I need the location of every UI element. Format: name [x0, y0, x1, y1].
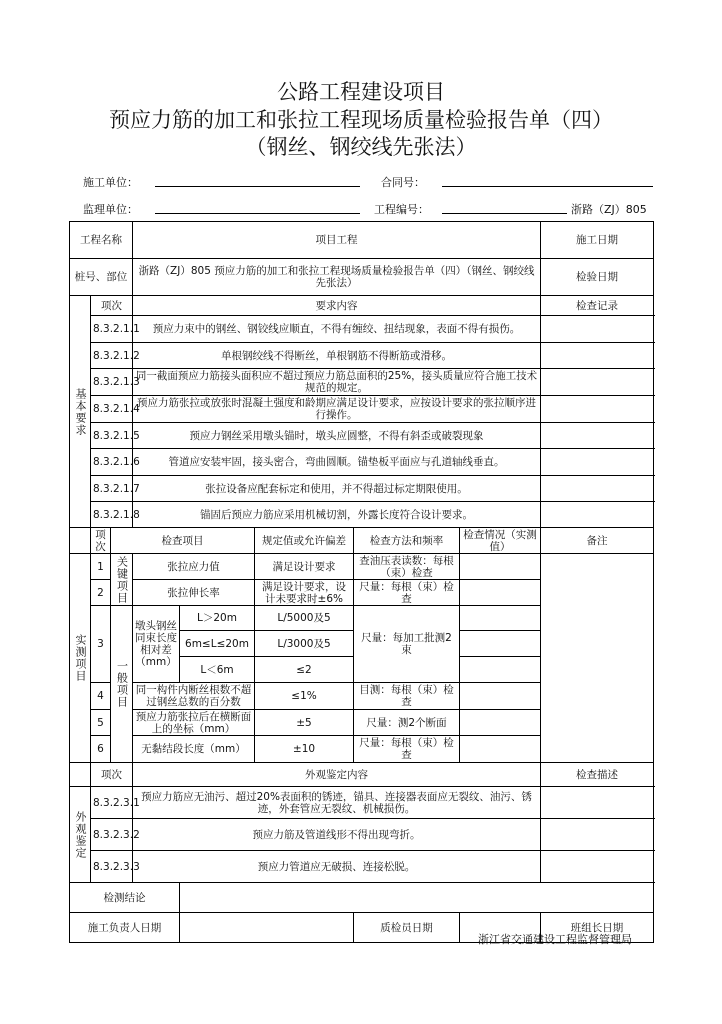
measured-spec: ≤2 [255, 657, 354, 683]
measured-method: 尺量：每加工批测2束 [354, 606, 460, 683]
form-title-line3: （钢丝、钢绞线先张法） [245, 135, 477, 159]
measured-name: 预应力筋张拉后在横断面上的坐标（mm） [133, 710, 255, 736]
basic-record-cell[interactable] [541, 423, 654, 449]
construction-leader-cell[interactable] [180, 913, 354, 943]
appearance-desc-cell[interactable] [541, 819, 654, 851]
measured-check-header: 检查项目 [111, 528, 255, 554]
measured-name: 同一构件内断丝根数不超过钢丝总数的百分数 [133, 683, 255, 710]
basic-code: 8.3.2.1.4 [91, 396, 133, 423]
measured-result-header: 检查情况（实测值） [460, 528, 541, 554]
quality-inspector-label: 质检员日期 [354, 913, 460, 943]
basic-record-cell[interactable] [541, 343, 654, 369]
appearance-corner [70, 763, 91, 787]
measured-method: 目测：每根（束）检查 [354, 683, 460, 710]
basic-record-cell[interactable] [541, 369, 654, 396]
basic-text: 预应力筋张拉或放张时混凝土强度和龄期应满足设计要求，应按设计要求的张拉顺序进行操作。 [133, 396, 541, 423]
measured-name: 张拉伸长率 [133, 580, 255, 606]
measured-name: 无黏结段长度（mm） [133, 736, 255, 763]
key-items-label: 关键项目 [111, 554, 133, 606]
basic-requirements-label: 基本要求 [70, 296, 91, 528]
project-no-field[interactable] [442, 213, 567, 214]
basic-record-cell[interactable] [541, 396, 654, 423]
basic-text: 预应力钢丝采用墩头锚时，墩头应圆整，不得有斜歪或破裂现象 [133, 423, 541, 449]
measured-method: 尺量：每根（束）检查 [354, 580, 460, 606]
length-condition: 6m≤L≤20m [180, 631, 255, 657]
measured-result-cell[interactable] [460, 606, 541, 631]
construction-leader-label: 施工负责人日期 [70, 913, 180, 943]
measured-spec-header: 规定值或允许偏差 [255, 528, 354, 554]
inspection-table [69, 221, 654, 943]
basic-text: 管道应安装牢固，接头密合，弯曲圆顺。锚垫板平面应与孔道轴线垂直。 [133, 449, 541, 476]
measured-result-cell[interactable] [460, 580, 541, 606]
project-item-label: 项目工程 [133, 222, 541, 259]
contract-no-label: 合同号： [381, 176, 425, 189]
measured-result-cell[interactable] [460, 710, 541, 736]
measured-result-cell[interactable] [460, 657, 541, 683]
measured-spec: ±5 [255, 710, 354, 736]
station-label: 桩号、部位 [70, 259, 133, 296]
appearance-code: 8.3.2.3.1 [91, 787, 133, 819]
measured-note-cell[interactable] [541, 554, 654, 763]
basic-record-cell[interactable] [541, 449, 654, 476]
team-leader-label: 班组长日期 [541, 913, 654, 943]
basic-code: 8.3.2.1.6 [91, 449, 133, 476]
form-title-line2: 预应力筋的加工和张拉工程现场质量检验报告单（四） [109, 108, 613, 132]
basic-record-header: 检查记录 [541, 296, 654, 316]
basic-text: 同一截面预应力筋接头面积应不超过预应力筋总面积的25%，接头质量应符合施工技术规范的规定。 [133, 369, 541, 396]
construction-date-label: 施工日期 [541, 222, 654, 259]
measured-spec: 满足设计要求 [255, 554, 354, 580]
measured-spec: ≤1% [255, 683, 354, 710]
measured-spec: L/5000及5 [255, 606, 354, 631]
appearance-code: 8.3.2.3.2 [91, 819, 133, 851]
measured-name: 张拉应力值 [133, 554, 255, 580]
measured-no: 4 [91, 683, 111, 710]
basic-content-header: 要求内容 [133, 296, 541, 316]
basic-item-header: 项次 [91, 296, 133, 316]
contract-no-field[interactable] [442, 186, 653, 187]
basic-code: 8.3.2.1.8 [91, 502, 133, 528]
length-condition: L＞20m [180, 606, 255, 631]
measured-result-cell[interactable] [460, 631, 541, 657]
basic-code: 8.3.2.1.3 [91, 369, 133, 396]
basic-text: 张拉设备应配套标定和使用，并不得超过标定期限使用。 [133, 476, 541, 502]
measured-no: 5 [91, 710, 111, 736]
appearance-desc-cell[interactable] [541, 851, 654, 883]
measured-method: 尺量：每根（束）检查 [354, 736, 460, 763]
appearance-text: 预应力筋应无油污、超过20%表面积的锈迹，锚具、连接器表面应无裂纹、油污、锈迹，外套管应无裂纹、机械损伤。 [133, 787, 541, 819]
basic-code: 8.3.2.1.2 [91, 343, 133, 369]
appearance-item-header: 项次 [91, 763, 133, 787]
construction-unit-label: 施工单位： [83, 176, 138, 189]
measured-method: 查油压表读数：每根（束）检查 [354, 554, 460, 580]
basic-code: 8.3.2.1.1 [91, 316, 133, 343]
measured-name: 墩头钢丝同束长度相对差（mm） [133, 606, 180, 683]
station-value[interactable]: 浙路（ZJ）805 预应力筋的加工和张拉工程现场质量检验报告单（四）（钢丝、钢绞线先张法） [133, 259, 541, 296]
appearance-label: 外观鉴定 [70, 787, 91, 883]
measured-no: 1 [91, 554, 111, 580]
inspection-date-label: 检验日期 [541, 259, 654, 296]
conclusion-label: 检测结论 [70, 883, 180, 913]
measured-items-label: 实测项目 [70, 554, 91, 763]
basic-text: 单根钢绞线不得断丝，单根钢筋不得断筋或滑移。 [133, 343, 541, 369]
appearance-text: 预应力筋及管道线形不得出现弯折。 [133, 819, 541, 851]
basic-record-cell[interactable] [541, 502, 654, 528]
basic-text: 预应力束中的钢丝、钢铰线应顺直，不得有缠绞、扭结现象，表面不得有损伤。 [133, 316, 541, 343]
measured-spec: ±10 [255, 736, 354, 763]
basic-code: 8.3.2.1.7 [91, 476, 133, 502]
measured-spec: L/3000及5 [255, 631, 354, 657]
supervision-unit-label: 监理单位： [83, 203, 138, 216]
measured-note-header: 备注 [541, 528, 654, 554]
measured-no: 2 [91, 580, 111, 606]
measured-result-cell[interactable] [460, 683, 541, 710]
appearance-desc-header: 检查描述 [541, 763, 654, 787]
measured-method: 尺量：测2个断面 [354, 710, 460, 736]
measured-corner [70, 528, 91, 554]
basic-code: 8.3.2.1.5 [91, 423, 133, 449]
project-no-label: 工程编号： [374, 203, 429, 216]
basic-text: 锚固后预应力筋应采用机械切割，外露长度符合设计要求。 [133, 502, 541, 528]
measured-no: 6 [91, 736, 111, 763]
basic-record-cell[interactable] [541, 316, 654, 343]
appearance-code: 8.3.2.3.3 [91, 851, 133, 883]
measured-spec: 满足设计要求，设计未要求时±6% [255, 580, 354, 606]
measured-item-header: 项次 [91, 528, 111, 554]
issuing-authority: 浙江省交通建设工程监督管理局 [478, 933, 632, 946]
project-name-label: 工程名称 [70, 222, 133, 259]
basic-record-cell[interactable] [541, 476, 654, 502]
length-condition: L＜6m [180, 657, 255, 683]
supervision-unit-field[interactable] [155, 213, 360, 214]
form-title-line1: 公路工程建设项目 [277, 80, 445, 104]
form-code: 浙路（ZJ）805 [571, 203, 647, 216]
appearance-content-header: 外观鉴定内容 [133, 763, 541, 787]
appearance-text: 预应力管道应无破损、连接松脱。 [133, 851, 541, 883]
general-items-label: 一般项目 [111, 606, 133, 763]
measured-no: 3 [91, 606, 111, 683]
conclusion-cell[interactable] [180, 883, 654, 913]
construction-unit-field[interactable] [155, 186, 360, 187]
appearance-desc-cell[interactable] [541, 787, 654, 819]
measured-result-cell[interactable] [460, 554, 541, 580]
measured-result-cell[interactable] [460, 736, 541, 763]
measured-method-header: 检查方法和频率 [354, 528, 460, 554]
